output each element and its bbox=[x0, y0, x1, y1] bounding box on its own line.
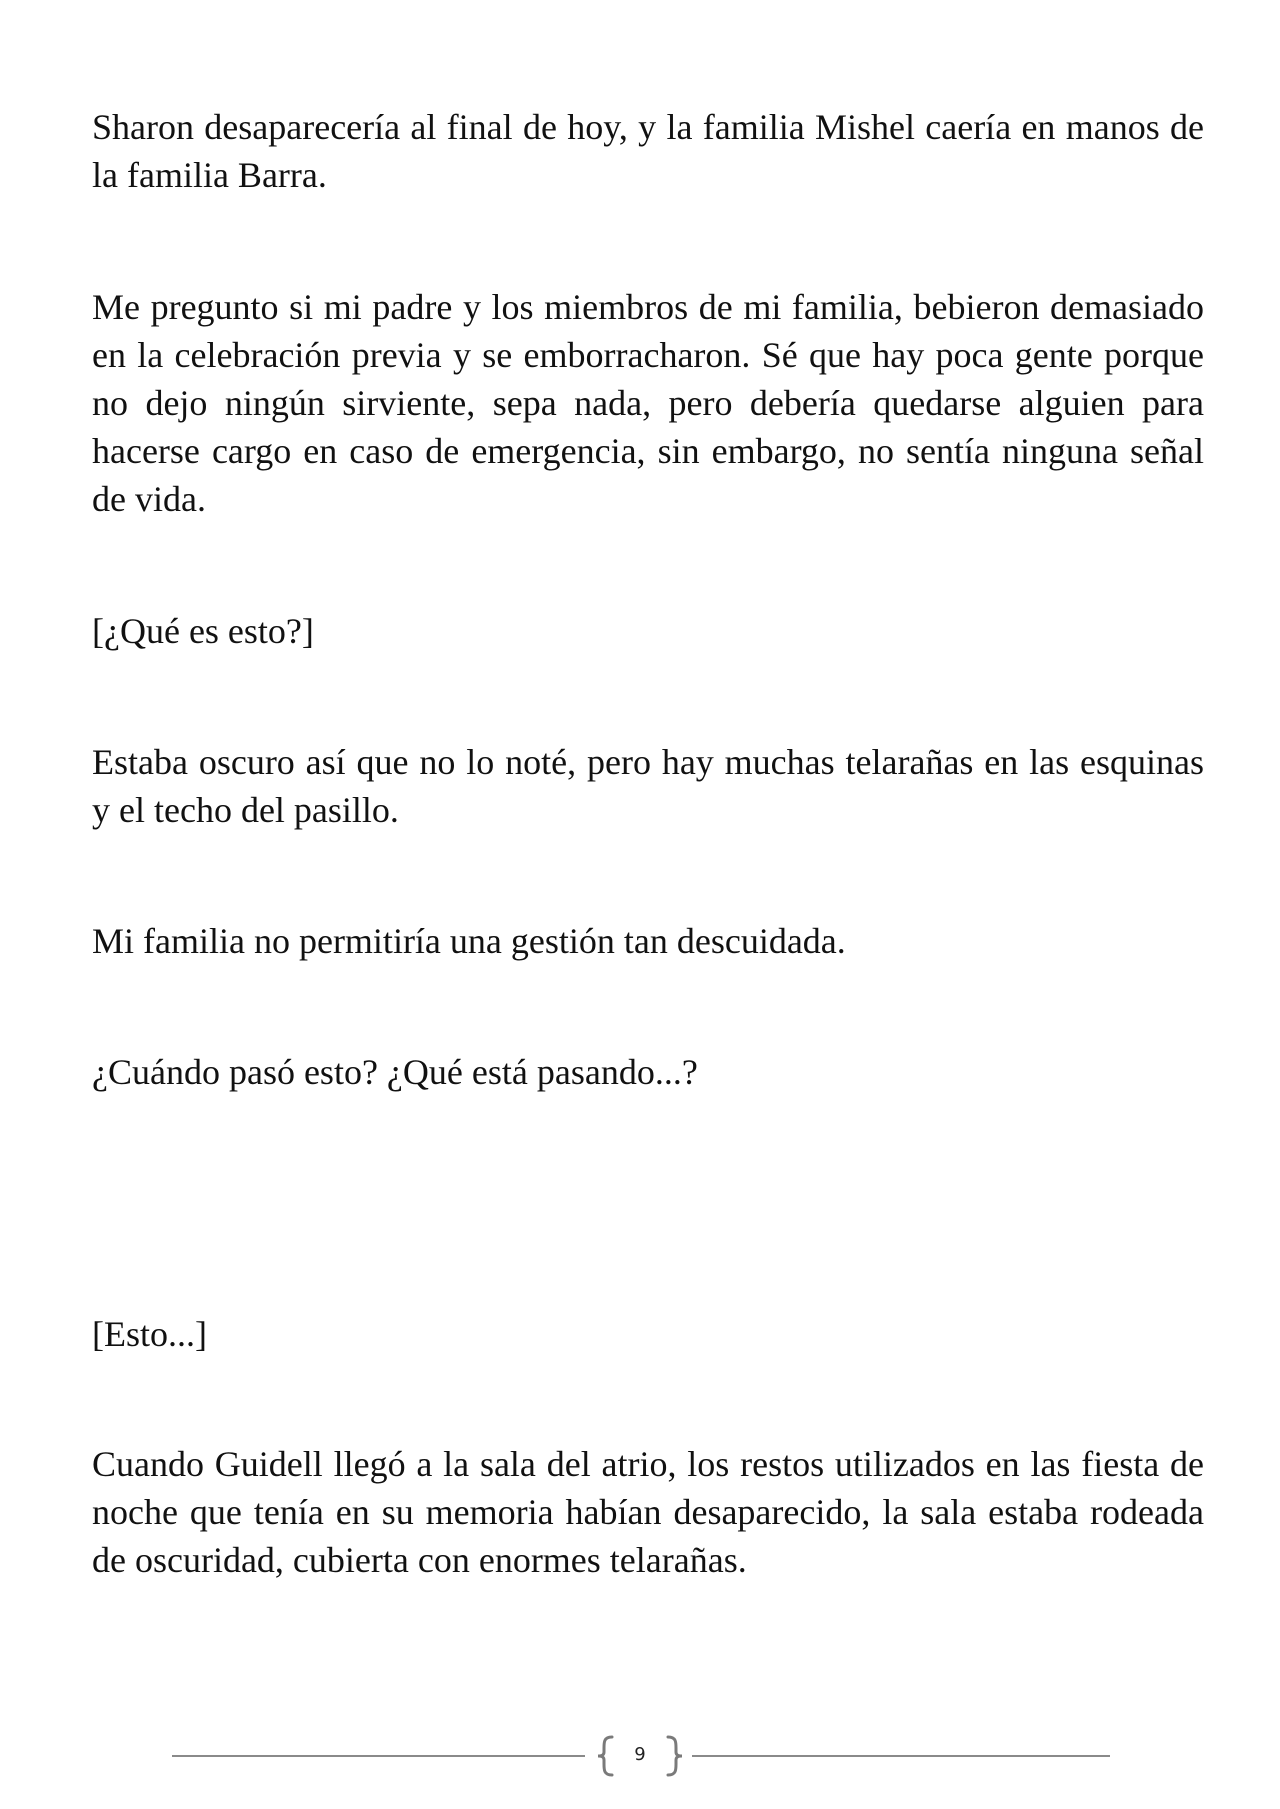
page-number: 9 bbox=[634, 1744, 646, 1765]
right-brace-icon bbox=[658, 1734, 692, 1778]
paragraph: Cuando Guidell llegó a la sala del atrio, los restos utilizados en las fiesta de noche que tenía en su memoria habían desaparecido, la sala estaba rodeada de oscuridad, cubierta con enormes telarañas. bbox=[92, 1444, 1204, 1580]
paragraph: ¿Cuándo pasó esto? ¿Qué está pasando...? bbox=[92, 1052, 698, 1092]
paragraph: Estaba oscuro así que no lo noté, pero hay muchas telarañas en las esquinas y el techo del pasillo. bbox=[92, 742, 1204, 830]
footer-rule-left bbox=[172, 1755, 585, 1757]
footer-rule-right bbox=[692, 1755, 1110, 1757]
page-footer bbox=[0, 1728, 1280, 1784]
left-brace-icon bbox=[588, 1734, 622, 1778]
paragraph: Me pregunto si mi padre y los miembros de mi familia, bebieron demasiado en la celebración previa y se emborracharon. Sé que hay poca gente porque no dejo ningún sirviente, sepa nada, pero debería quedarse alguien para hacerse cargo en caso de emergencia, sin embargo, no sentía ninguna señal de vida. bbox=[92, 287, 1204, 519]
paragraph: Sharon desaparecería al final de hoy, y la familia Mishel caería en manos de la familia Barra. bbox=[92, 107, 1204, 195]
paragraph: [¿Qué es esto?] bbox=[92, 611, 314, 651]
paragraph: Mi familia no permitiría una gestión tan descuidada. bbox=[92, 921, 846, 961]
paragraph: [Esto...] bbox=[92, 1314, 207, 1354]
